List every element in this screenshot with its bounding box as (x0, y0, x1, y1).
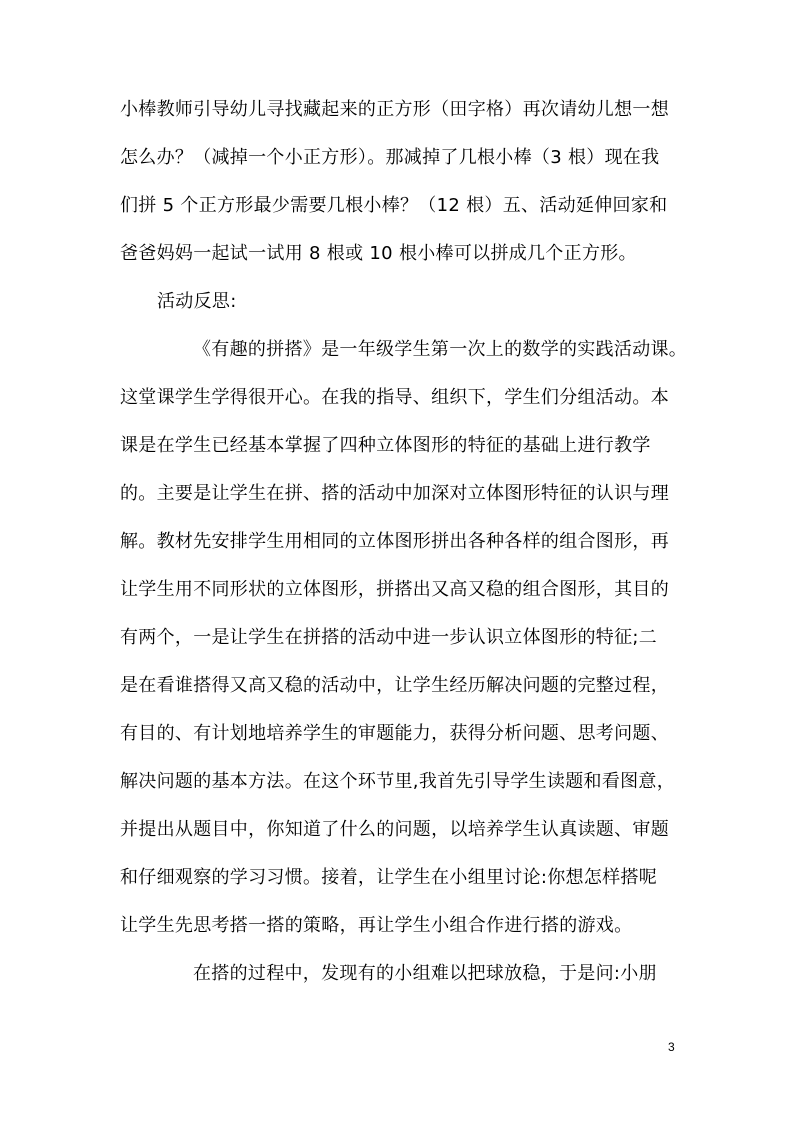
text-line-11: 让学生用不同形状的立体图形，拼搭出又高又稳的组合图形，其目的 (120, 579, 669, 600)
text-line-16: 并提出从题目中，你知道了什么的问题，以培养学生认真读题、审题 (120, 819, 669, 840)
text-line-18: 让学生先思考搭一搭的策略，再让学生小组合作进行搭的游戏。 (120, 915, 633, 936)
text-line-2: 怎么办？（减掉一个小正方形）。那减掉了几根小棒（3 根）现在我 (120, 147, 660, 168)
text-line-15: 解决问题的基本方法。在这个环节里,我首先引导学生读题和看图意， (120, 771, 676, 792)
text-line-14: 有目的、有计划地培养学生的审题能力，获得分析问题、思考问题、 (120, 723, 669, 744)
text-line-13: 是在看谁搭得又高又稳的活动中，让学生经历解决问题的完整过程， (120, 675, 669, 696)
text-line-7: 这堂课学生学得很开心。在我的指导、组织下，学生们分组活动。本 (120, 387, 669, 408)
text-line-9: 的。主要是让学生在拼、搭的活动中加深对立体图形特征的认识与理 (120, 483, 669, 504)
text-line-1: 小棒教师引导幼儿寻找藏起来的正方形（田字格）再次请幼儿想一想 (120, 99, 669, 120)
page-number: 3 (668, 1040, 675, 1054)
text-line-19: 在搭的过程中，发现有的小组难以把球放稳，于是问:小朋 (193, 963, 657, 984)
text-line-8: 课是在学生已经基本掌握了四种立体图形的特征的基础上进行教学 (120, 435, 651, 456)
text-line-3: 们拼 5 个正方形最少需要几根小棒？（12 根）五、活动延伸回家和 (120, 195, 668, 216)
text-line-4: 爸爸妈妈一起试一试用 8 根或 10 根小棒可以拼成几个正方形。 (120, 243, 637, 264)
section-heading-activity-reflection: 活动反思: (157, 291, 237, 312)
text-line-12: 有两个，一是让学生在拼搭的活动中进一步认识立体图形的特征;二 (120, 627, 658, 648)
text-line-10: 解。教材先安排学生用相同的立体图形拼出各种各样的组合图形，再 (120, 531, 669, 552)
text-line-6: 《有趣的拼搭》是一年级学生第一次上的数学的实践活动课。 (193, 339, 688, 360)
text-line-17: 和仔细观察的学习习惯。接着，让学生在小组里讨论:你想怎样搭呢 (120, 867, 658, 888)
